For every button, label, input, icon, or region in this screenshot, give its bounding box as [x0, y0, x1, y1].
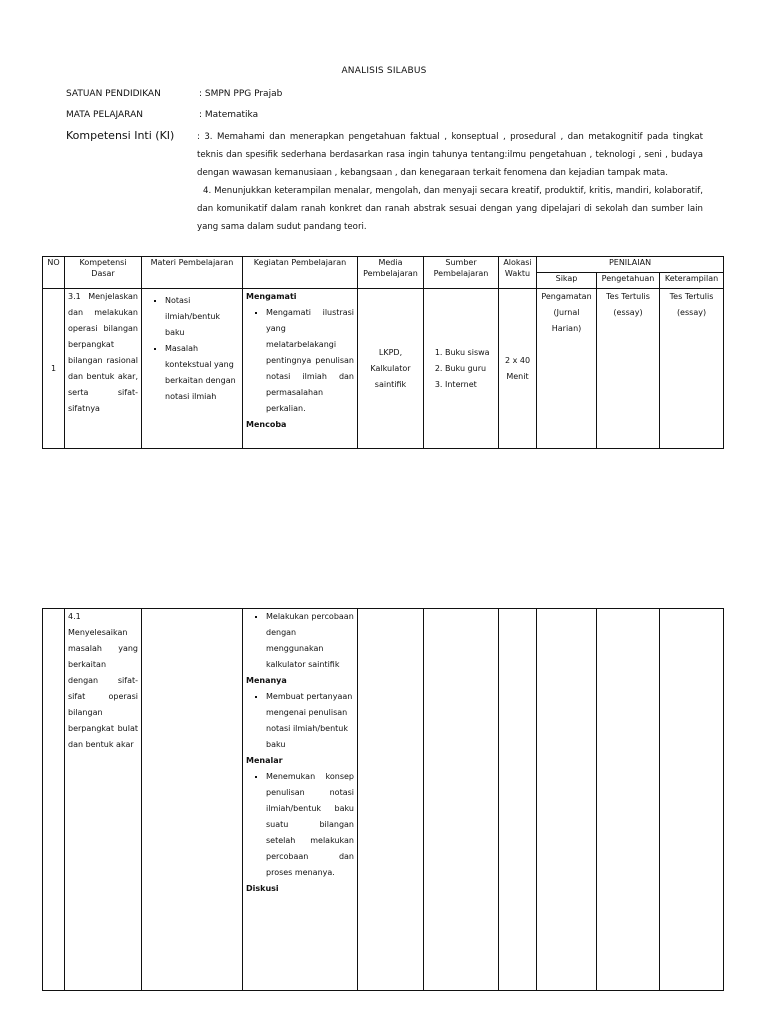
header-penilaian: PENILAIAN [537, 257, 724, 273]
header-kegiatan: Kegiatan Pembelajaran [243, 257, 358, 289]
row-no [43, 609, 65, 991]
header-kd: Kompetensi Dasar [65, 257, 142, 289]
ki-4: 4. Menunjukkan keterampilan menalar, mengolah, dan menyaji secara kreatif, produktif, kritis, mandiri, kolaboratif, dan komunikatif dalam ranah konkret dan ranah abstrak sesuai dengan yang dipelajari di sekolah dan sumber lain yang sama dalam sudut pandang teori. [197, 186, 703, 232]
table-row [43, 289, 724, 449]
table-row [43, 609, 724, 991]
row-materi [142, 609, 243, 991]
row-media: LKPD, Kalkulator saintifik [358, 289, 424, 449]
row-media [358, 609, 424, 991]
row-no: 1 [43, 289, 65, 449]
row-materi [142, 289, 243, 449]
sumber-item: 2. Buku guru [445, 361, 495, 377]
kegiatan-heading-menalar: Menalar [246, 756, 283, 765]
row-pengetahuan: Tes Tertulis (essay) [597, 289, 660, 449]
document-title: ANALISIS SILABUS [341, 66, 427, 76]
header-keterampilan: Keterampilan [660, 273, 724, 289]
row-alokasi [499, 609, 537, 991]
materi-item: ▪ Masalah kontekstual yang berkaitan dengan notasi ilmiah [165, 341, 239, 405]
ki-label: Kompetensi Inti (KI) [66, 129, 175, 142]
row-keterampilan: Tes Tertulis (essay) [660, 289, 724, 449]
row-sikap [537, 609, 597, 991]
row-kd: 3.1 Menjelaskan dan melakukan operasi bilangan berpangkat bilangan rasional dan bentuk akar, serta sifat-sifatnya [65, 289, 142, 449]
sumber-item: 1. Buku siswa [445, 345, 495, 361]
row-kegiatan [243, 289, 358, 449]
row-keterampilan [660, 609, 724, 991]
kegiatan-heading-diskusi: Diskusi [246, 884, 279, 893]
satuan-value: : SMPN PPG Prajab [199, 89, 283, 99]
silabus-table-part-1 [42, 256, 724, 449]
mapel-label: MATA PELAJARAN [66, 110, 143, 120]
materi-item: ▪ Notasi ilmiah/bentuk baku [165, 293, 239, 341]
ki-3: : 3. Memahami dan menerapkan pengetahuan faktual , konseptual , prosedural , dan metakognitif pada tingkat teknis dan spesifik sederhana berdasarkan rasa ingin tahunya tentang:ilmu pengetahuan , teknologi , seni , budaya dengan wawasan kemanusiaan , kebangsaan , dan kenegaraan terkait fenomena dan kejadian tampak mata. [197, 132, 703, 178]
row-pengetahuan [597, 609, 660, 991]
kegiatan-heading-mencoba: Mencoba [246, 420, 287, 429]
header-alokasi: Alokasi Waktu [499, 257, 537, 289]
row-sikap: Pengamatan (Jurnal Harian) [537, 289, 597, 449]
satuan-label: SATUAN PENDIDIKAN [66, 89, 161, 99]
header-sikap: Sikap [537, 273, 597, 289]
ki-text [197, 128, 703, 236]
kegiatan-heading-menanya: Menanya [246, 676, 287, 685]
kegiatan-heading-mengamati: Mengamati [246, 292, 297, 301]
kegiatan-item: ▪ Menemukan konsep penulisan notasi ilmiah/bentuk baku suatu bilangan setelah melakukan percobaan dan proses menanya. [266, 769, 354, 881]
header-sumber: Sumber Pembelajaran [424, 257, 499, 289]
header-pengetahuan: Pengetahuan [597, 273, 660, 289]
row-sumber [424, 289, 499, 449]
mapel-value: : Matematika [199, 110, 259, 120]
kegiatan-item: ▪ Mengamati ilustrasi yang melatarbelakangi pentingnya penulisan notasi ilmiah dan permasalahan perkalian. [266, 305, 354, 417]
row-kegiatan [243, 609, 358, 991]
header-media: Media Pembelajaran [358, 257, 424, 289]
kegiatan-item: ▪ Membuat pertanyaan mengenai penulisan notasi ilmiah/bentuk baku [266, 689, 354, 753]
kegiatan-item: ▪ Melakukan percobaan dengan menggunakan kalkulator saintifik [266, 609, 354, 673]
sumber-item: 3. Internet [445, 377, 495, 393]
row-alokasi: 2 x 40 Menit [499, 289, 537, 449]
row-sumber [424, 609, 499, 991]
row-kd: 4.1 Menyelesaikan masalah yang berkaitan dengan sifat-sifat operasi bilangan berpangkat bulat dan bentuk akar [65, 609, 142, 991]
header-materi: Materi Pembelajaran [142, 257, 243, 289]
silabus-table-part-2 [42, 608, 724, 991]
header-no: NO [43, 257, 65, 289]
